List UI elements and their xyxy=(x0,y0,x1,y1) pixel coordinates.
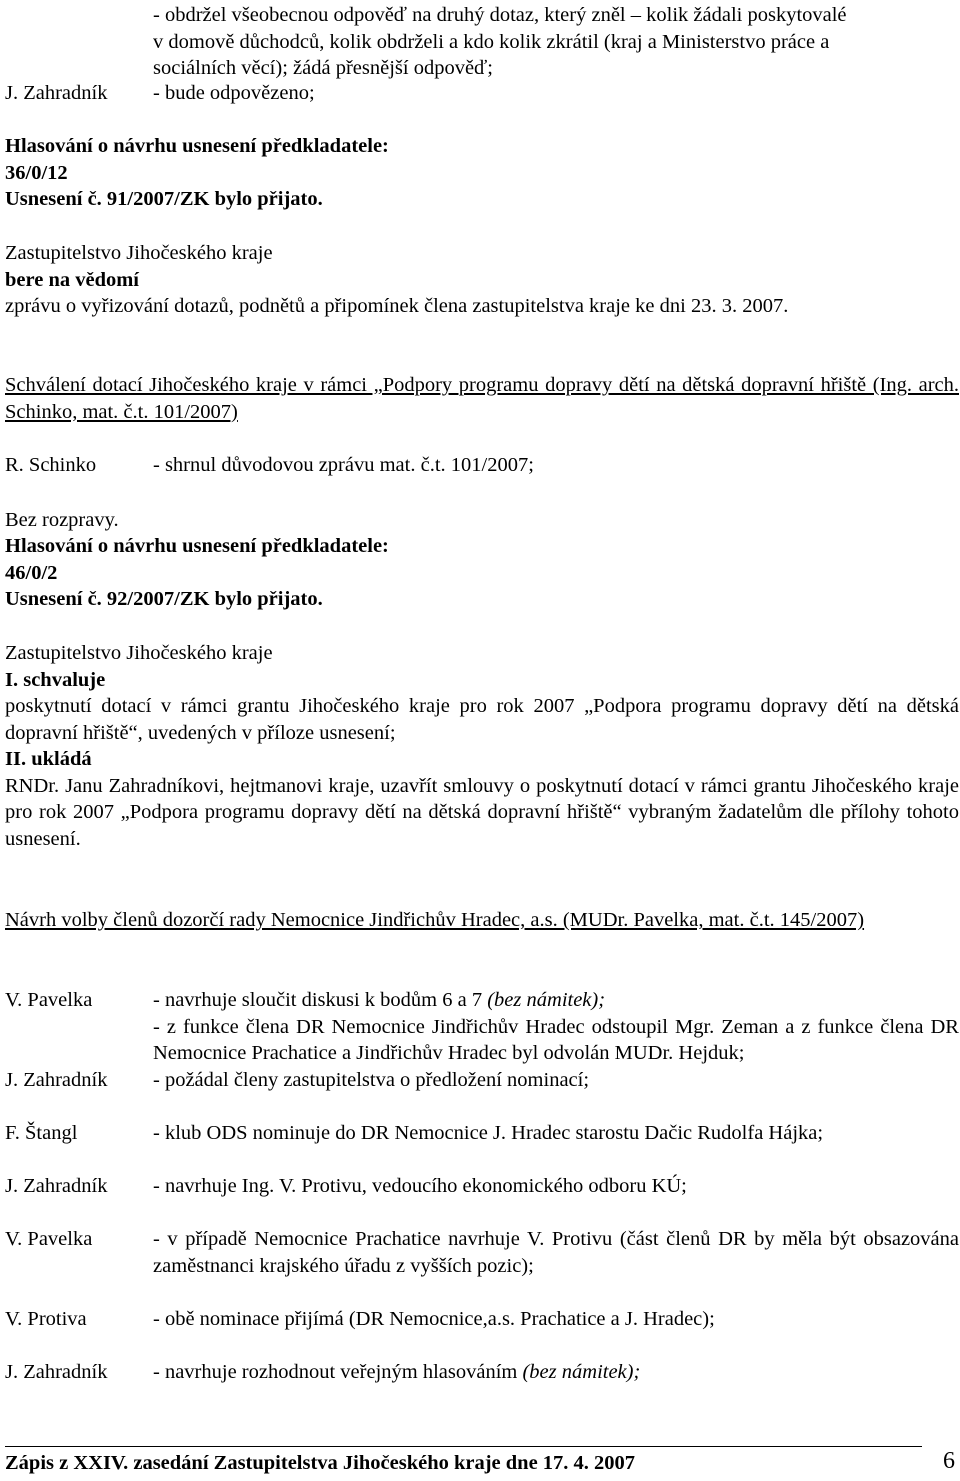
resolution-text: zprávu o vyřizování dotazů, podnětů a připomínek člena zastupitelstva kraje ke dni 23. 3. 2007. xyxy=(5,295,789,317)
speaker-statement: - bude odpovězeno; xyxy=(153,82,315,104)
speaker-row xyxy=(5,987,959,1067)
resolution-number: Usnesení č. 91/2007/ZK bylo přijato. xyxy=(5,188,323,210)
vote-heading: Hlasování o návrhu usnesení předkladatele: xyxy=(5,535,389,557)
vote-result: 36/0/12 xyxy=(5,161,68,184)
speaker-name: F. Štangl xyxy=(5,1122,78,1144)
speaker-row xyxy=(5,80,959,107)
resolution-verb: bere na vědomí xyxy=(5,268,140,291)
statement-continuation xyxy=(5,2,959,82)
speaker-name: R. Schinko xyxy=(5,454,97,476)
resolution-point-text: poskytnutí dotací v rámci grantu Jihočeského kraje pro rok 2007 „Podpora programu dopravy dětí na dětská dopravní hřiště“, uvedených v příloze usnesení; xyxy=(5,695,959,744)
speaker-row xyxy=(5,1226,959,1279)
resolution-number: Usnesení č. 92/2007/ZK bylo přijato. xyxy=(5,588,323,610)
speaker-statement: - shrnul důvodovou zprávu mat. č.t. 101/2007; xyxy=(153,454,534,476)
statement-line: sociálních věcí); žádá přesnější odpověď; xyxy=(153,57,493,79)
resolution-body: Zastupitelstvo Jihočeského kraje xyxy=(5,242,273,264)
speaker-name: V. Pavelka xyxy=(5,989,93,1011)
speaker-row xyxy=(5,1306,959,1333)
resolution-point-label: I. schvaluje xyxy=(5,668,106,691)
resolution-point-text: RNDr. Janu Zahradníkovi, hejtmanovi kraje, uzavřít smlouvy o poskytnutí dotací v rámci grantu Jihočeského kraje pro rok 2007 „Podpora programu dopravy dětí na dětská dopravní hřiště“ vybraným žadatelům dle přílohy tohoto usnesení. xyxy=(5,774,959,850)
speaker-name: J. Zahradník xyxy=(5,1361,108,1383)
speaker-statement: - navrhuje Ing. V. Protivu, vedoucího ekonomického odboru KÚ; xyxy=(153,1175,687,1197)
speaker-row xyxy=(5,1120,959,1147)
agenda-item-title: Návrh volby členů dozorčí rady Nemocnice Jindřichův Hradec, a.s. (MUDr. Pavelka, mat. č.t. 145/2007) xyxy=(5,909,865,931)
speaker-row xyxy=(5,452,959,479)
speaker-row xyxy=(5,1067,959,1094)
speaker-row xyxy=(5,1173,959,1200)
vote-block xyxy=(5,533,959,613)
footer-divider xyxy=(5,1446,922,1447)
footer-text: Zápis z XXIV. zasedání Zastupitelstva Jihočeského kraje dne 17. 4. 2007 xyxy=(5,1452,636,1474)
speaker-name: J. Zahradník xyxy=(5,1175,108,1197)
speaker-row xyxy=(5,1359,959,1386)
vote-block xyxy=(5,133,959,213)
speaker-name: J. Zahradník xyxy=(5,82,108,104)
speaker-statement: - z funkce člena DR Nemocnice Jindřichův Hradec odstoupil Mgr. Zeman a z funkce člena DR Nemocnice Prachatice a Jindřichův Hradec byl odvolán MUDr. Hejduk; xyxy=(153,1015,959,1064)
speaker-statement: - navrhuje sloučit diskusi k bodům 6 a 7 (bez námitek); xyxy=(153,989,606,1011)
page-number: 6 xyxy=(943,1448,955,1474)
resolution-block xyxy=(5,240,959,320)
speaker-statement: - navrhuje rozhodnout veřejným hlasováním (bez námitek); xyxy=(153,1361,641,1383)
speaker-statement: - obě nominace přijímá (DR Nemocnice,a.s. Prachatice a J. Hradec); xyxy=(153,1308,715,1330)
speaker-statement: - požádal členy zastupitelstva o předložení nominací; xyxy=(153,1069,590,1091)
vote-result: 46/0/2 xyxy=(5,561,58,584)
speaker-name: J. Zahradník xyxy=(5,1069,108,1091)
speaker-statement: - klub ODS nominuje do DR Nemocnice J. Hradec starostu Dačic Rudolfa Hájka; xyxy=(153,1122,824,1144)
resolution-body: Zastupitelstvo Jihočeského kraje xyxy=(5,642,273,664)
speaker-statement: - v případě Nemocnice Prachatice navrhuje V. Protivu (část členů DR by měla být obsazována zaměstnanci krajského úřadu z vyšších pozic); xyxy=(153,1228,959,1277)
vote-heading: Hlasování o návrhu usnesení předkladatele: xyxy=(5,135,389,157)
agenda-item-title: Schválení dotací Jihočeského kraje v rámci „Podpory programu dopravy dětí na dětská dopravní hřiště (Ing. arch. Schinko, mat. č.t. 101/2007) xyxy=(5,374,959,423)
statement-line: - obdržel všeobecnou odpověď na druhý dotaz, který zněl – kolik žádali poskytovalé xyxy=(153,4,847,26)
resolution-point-label: II. ukládá xyxy=(5,748,92,770)
speaker-name: V. Protiva xyxy=(5,1308,87,1330)
statement-line: v domově důchodců, kolik obdrželi a kdo kolik zkrátil (kraj a Ministerstvo práce a xyxy=(153,30,830,53)
speaker-name: V. Pavelka xyxy=(5,1228,93,1250)
no-debate-note: Bez rozpravy. xyxy=(5,509,119,531)
resolution-block xyxy=(5,640,959,852)
